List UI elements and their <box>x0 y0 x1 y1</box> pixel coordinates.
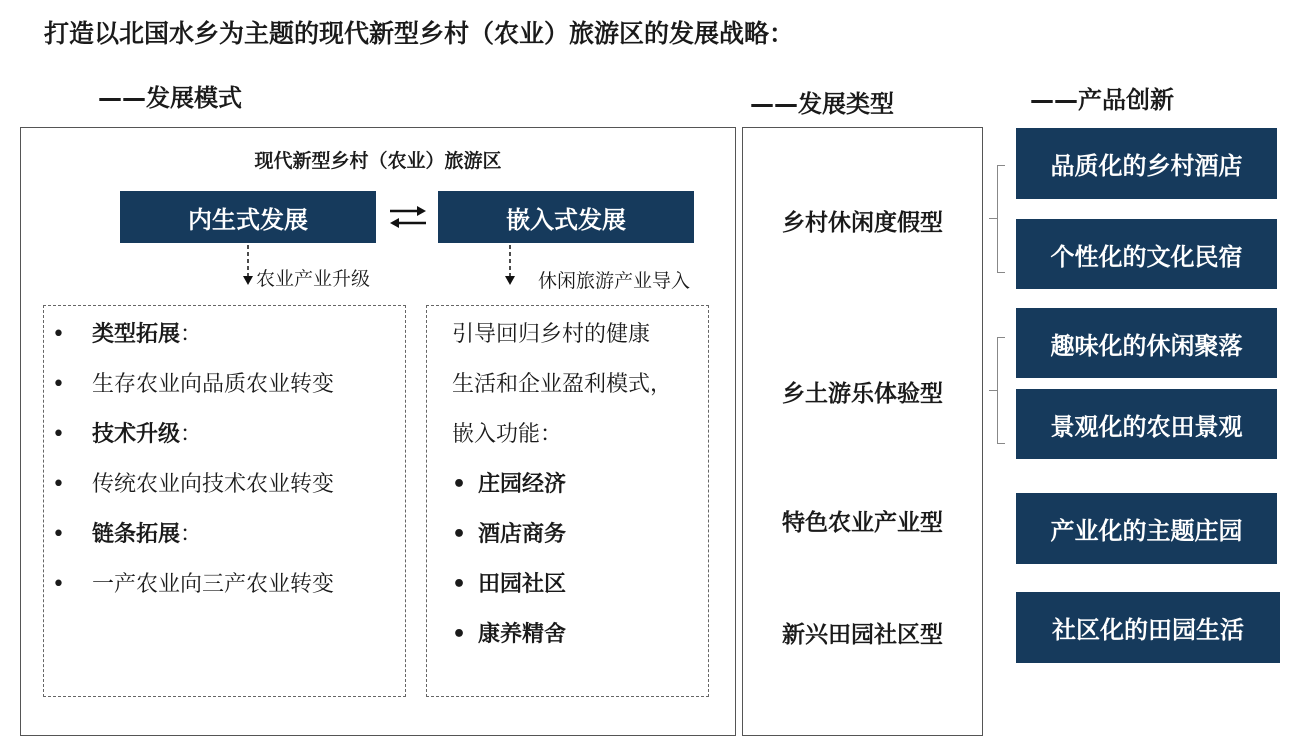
section-products-header: ——产品创新 <box>1030 86 1174 114</box>
section-types-header: ——发展类型 <box>750 90 894 118</box>
list-item: • 类型拓展： <box>52 322 203 347</box>
list-item: • 链条拓展： <box>52 522 203 547</box>
embed-intro-line: 生活和企业盈利模式， <box>452 372 673 397</box>
type-item: 乡土游乐体验型 <box>782 381 943 407</box>
list-item: • 传统农业向技术农业转变 <box>52 472 335 497</box>
left-down-arrow-icon <box>238 245 258 287</box>
embed-intro-line: 引导回归乡村的健康 <box>452 322 651 347</box>
product-box: 品质化的乡村酒店 <box>1016 128 1277 199</box>
bracket-icon <box>997 165 1005 273</box>
bracket-icon <box>997 337 1005 444</box>
section-mode-header: ——发展模式 <box>98 84 242 112</box>
embed-list <box>452 320 732 670</box>
type-item: 新兴田园社区型 <box>782 622 943 648</box>
list-item: • 康养精舍 <box>452 622 567 647</box>
list-item: • 庄园经济 <box>452 472 567 497</box>
embed-intro-line: 嵌入功能： <box>452 422 563 447</box>
product-box: 景观化的农田景观 <box>1016 389 1277 459</box>
right-down-arrow-icon <box>500 245 520 287</box>
list-item: • 酒店商务 <box>452 522 567 547</box>
list-item: • 田园社区 <box>452 572 567 597</box>
product-box: 趣味化的休闲聚落 <box>1016 308 1277 378</box>
exchange-arrows-icon <box>388 202 428 232</box>
endogenous-development-button: 内生式发展 <box>120 191 376 243</box>
embedded-development-button: 嵌入式发展 <box>438 191 694 243</box>
type-item: 特色农业产业型 <box>782 510 943 536</box>
page-title: 打造以北国水乡为主题的现代新型乡村（农业）旅游区的发展战略： <box>44 19 795 48</box>
product-box: 个性化的文化民宿 <box>1016 219 1277 289</box>
mode-panel-heading: 现代新型乡村（农业）旅游区 <box>254 150 502 172</box>
list-item: • 生存农业向品质农业转变 <box>52 372 335 397</box>
upgrade-list <box>52 320 404 620</box>
right-arrow-label: 休闲旅游产业导入 <box>538 270 691 292</box>
bracket-tick <box>989 218 997 219</box>
list-item: • 技术升级： <box>52 422 203 447</box>
product-box: 产业化的主题庄园 <box>1016 493 1277 564</box>
product-box: 社区化的田园生活 <box>1016 592 1280 663</box>
left-arrow-label: 农业产业升级 <box>256 268 371 290</box>
type-item: 乡村休闲度假型 <box>782 210 943 236</box>
list-item: • 一产农业向三产农业转变 <box>52 572 335 597</box>
bracket-tick <box>989 390 997 391</box>
